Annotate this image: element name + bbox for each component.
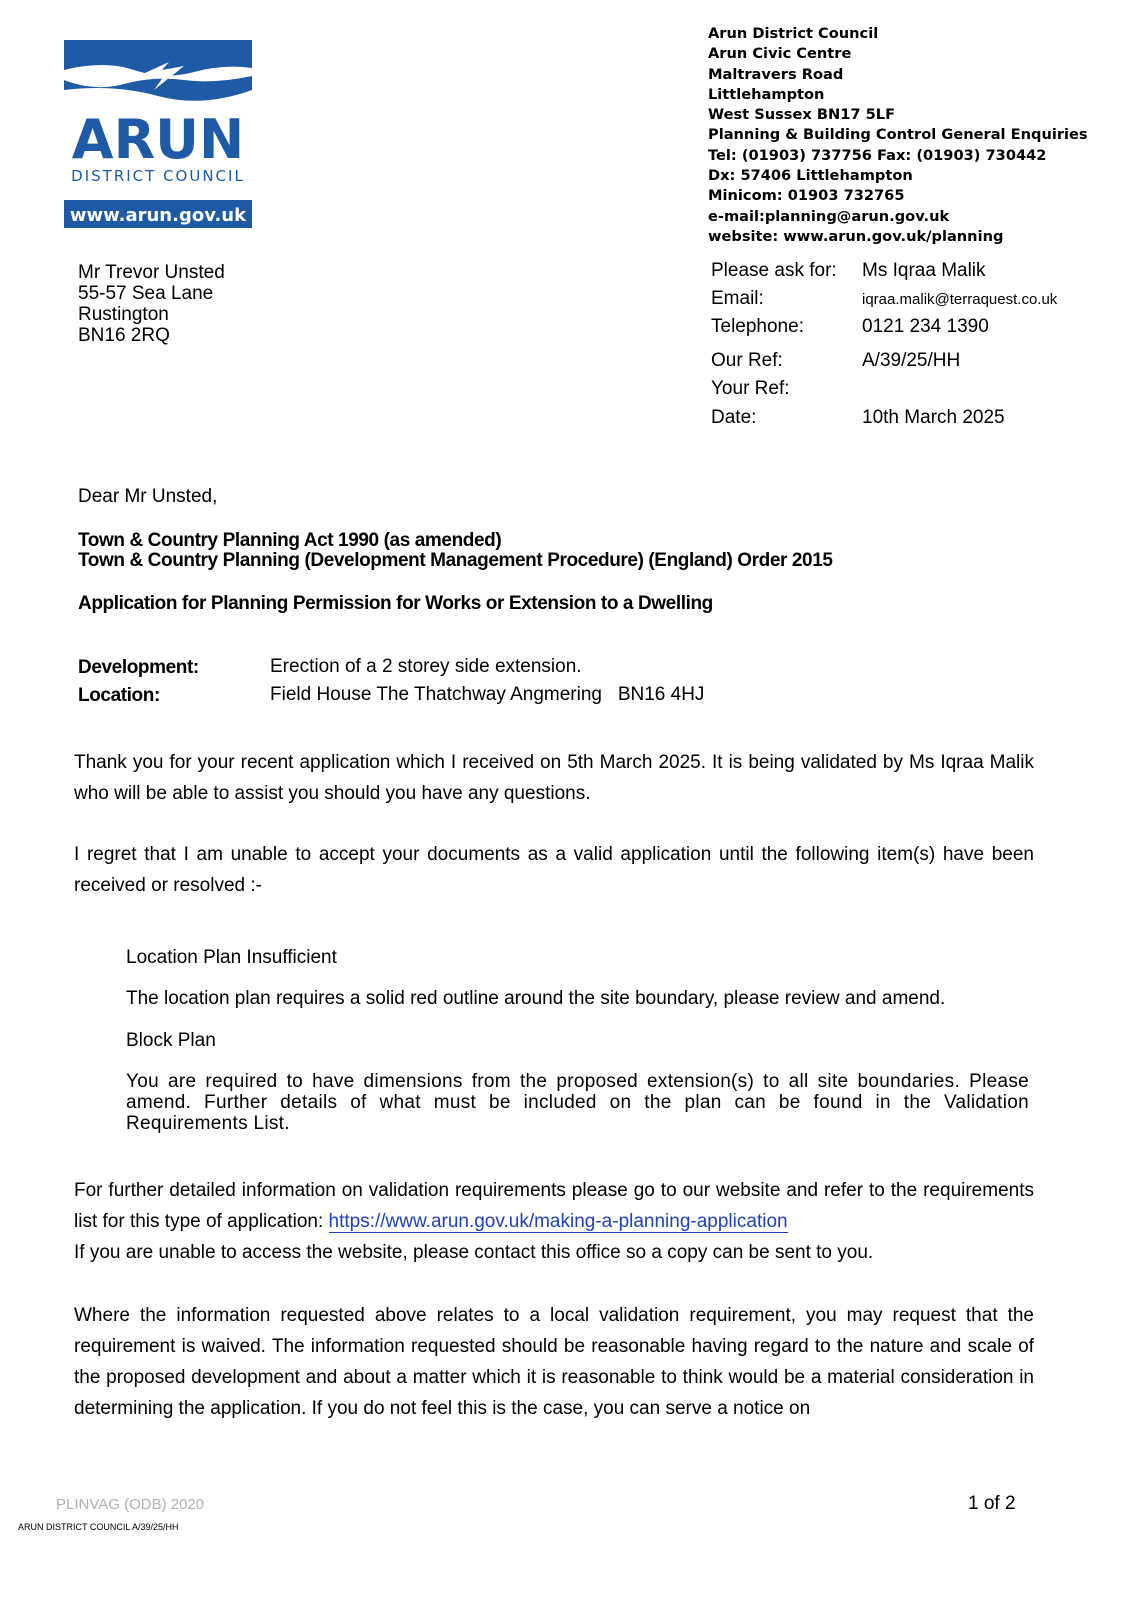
item-text: The location plan requires a solid red outline around the site boundary, please review and amend. <box>126 988 946 1009</box>
access-text: If you are unable to access the website, please contact this office so a copy can be sent to you. <box>74 1242 874 1263</box>
address-line: e-mail:planning@arun.gov.uk <box>708 207 950 225</box>
contact-label: Email: <box>711 288 764 309</box>
page-number: 1 of 2 <box>968 1493 1016 1514</box>
contact-value: Ms Iqraa Malik <box>862 260 986 281</box>
svg-text:ARUN: ARUN <box>71 108 245 171</box>
address-line: Arun District Council <box>708 25 879 42</box>
paragraph-received: Thank you for your recent application which I received on 5th March 2025. It is being validated by Ms Iqraa Malik who will be able to assist you should you have any questions. <box>74 752 1034 804</box>
address-line: West Sussex BN17 5LF <box>708 106 896 124</box>
location-label: Location: <box>78 685 160 706</box>
footer-reference: ARUN DISTRICT COUNCIL A/39/25/HH <box>18 1522 179 1532</box>
contact-value: A/39/25/HH <box>862 350 961 371</box>
item-title: Location Plan Insufficient <box>126 947 337 968</box>
contact-label: Our Ref: <box>711 350 783 371</box>
address-line: Tel: (01903) 737756 Fax: (01903) 730442 <box>708 146 1047 164</box>
contact-value: 0121 234 1390 <box>862 316 989 337</box>
paragraph-waiver: Where the information requested above relates to a local validation requirement, you may request that the requirement is waived. The information requested should be reasonable having regard to the nature and scale of the proposed development and about a matter which it is reasonable to think would be a material consideration in determining the application. If you do not feel this is the case, you can serve a notice on <box>74 1305 1034 1419</box>
address-line: Maltravers Road <box>708 65 844 83</box>
svg-text:www.arun.gov.uk: www.arun.gov.uk <box>69 205 247 226</box>
contact-value: 10th March 2025 <box>862 407 1005 428</box>
address-line: Dx: 57406 Littlehampton <box>708 167 913 185</box>
form-code: PLINVAG (ODB) 2020 <box>56 1496 205 1513</box>
paragraph-regret: I regret that I am unable to accept your documents as a valid application until the following item(s) have been received or resolved :- <box>74 844 1034 896</box>
recipient-line: 55-57 Sea Lane <box>78 283 214 304</box>
recipient-line: BN16 2RQ <box>78 325 170 346</box>
address-line: Arun Civic Centre <box>708 45 852 63</box>
recipient-line: Mr Trevor Unsted <box>78 262 225 283</box>
heading-order: Town & Country Planning (Development Management Procedure) (England) Order 2015 <box>78 550 833 571</box>
contact-label: Your Ref: <box>711 378 790 399</box>
address-line: Littlehampton <box>708 85 825 103</box>
item-text: You are required to have dimensions from the proposed extension(s) to all site boundaries. Please amend. Further details of what must be included on the plan can be found in the Validation Requirements List. <box>126 1071 1029 1134</box>
development-value: Erection of a 2 storey side extension. <box>270 656 582 677</box>
recipient-line: Rustington <box>78 304 169 325</box>
salutation: Dear Mr Unsted, <box>78 486 218 507</box>
requirements-link[interactable]: https://www.arun.gov.uk/making-a-planning-application <box>328 1211 788 1232</box>
sender-address <box>708 24 1088 247</box>
contact-label: Date: <box>711 407 757 428</box>
recipient-address <box>78 262 225 346</box>
heading-application-type: Application for Planning Permission for Works or Extension to a Dwelling <box>78 593 713 614</box>
paragraph-further-info <box>74 1175 1034 1268</box>
item-title: Block Plan <box>126 1030 216 1051</box>
arun-logo <box>64 40 252 228</box>
address-line: website: www.arun.gov.uk/planning <box>708 227 1004 245</box>
svg-text:DISTRICT COUNCIL: DISTRICT COUNCIL <box>71 167 245 185</box>
contact-label: Telephone: <box>711 316 804 337</box>
development-label: Development: <box>78 657 199 678</box>
heading-act: Town & Country Planning Act 1990 (as amended) <box>78 530 502 551</box>
contact-label: Please ask for: <box>711 260 837 281</box>
address-line: Minicom: 01903 732765 <box>708 187 905 205</box>
location-value: Field House The Thatchway Angmering BN16 4HJ <box>270 684 705 705</box>
address-line: Planning & Building Control General Enquiries <box>708 126 1088 144</box>
further-info-text: For further detailed information on validation requirements please go to our website and refer to the requirements list for this type of application: <box>74 1180 1034 1232</box>
contact-email[interactable]: iqraa.malik@terraquest.co.uk <box>862 291 1058 308</box>
